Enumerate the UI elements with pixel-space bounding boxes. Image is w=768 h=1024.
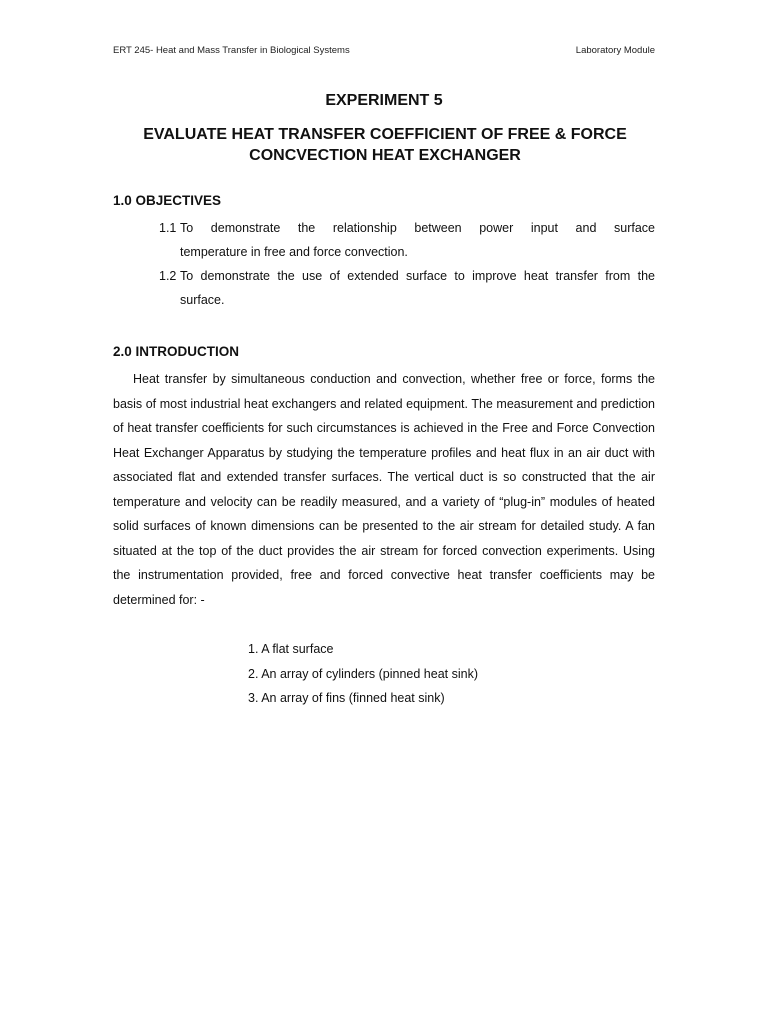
module-label: Laboratory Module <box>575 45 655 56</box>
list-item: 3. An array of fins (finned heat sink) <box>248 691 445 705</box>
list-item: 2. An array of cylinders (pinned heat sink) <box>248 666 478 681</box>
objective-number: 1.2 <box>159 269 177 283</box>
document-title: EVALUATE HEAT TRANSFER COEFFICIENT OF FREE & FORCE CONCVECTION HEAT EXCHANGER <box>143 126 627 164</box>
surface-type-list <box>248 637 478 711</box>
list-item: 1. A flat surface <box>248 642 334 656</box>
objective-item <box>159 264 655 312</box>
introduction-heading: 2.0 INTRODUCTION <box>113 344 240 359</box>
objective-text: To demonstrate the relationship between power input and surface <box>180 221 655 235</box>
objective-text: To demonstrate the use of extended surface to improve heat transfer from the <box>180 269 655 283</box>
introduction-paragraph: Heat transfer by simultaneous conduction and convection, whether free or force, forms the basis of most industrial heat exchangers and related equipment. The measurement and prediction of heat transfer coefficients for such circumstances is achieved in the Free and Force Convection Heat Exchanger Apparatus by studying the temperature profiles and heat flux in an air duct with associated flat and extended transfer surfaces. The vertical duct is so constructed that the air temperature and velocity can be readily measured, and a variety of “plug-in” modules of heated solid surfaces of known dimensions can be presented to the air stream for detailed study. A fan situated at the top of the duct provides the air stream for forced convection experiments. Using the instrumentation provided, free and forced convective heat transfer coefficients may be determined for: - <box>113 372 655 607</box>
objectives-heading: 1.0 OBJECTIVES <box>113 193 222 208</box>
objective-item <box>159 216 655 264</box>
objective-number: 1.1 <box>159 221 177 235</box>
experiment-label: EXPERIMENT 5 <box>325 92 443 109</box>
objective-text-continuation: temperature in free and force convection. <box>180 245 408 259</box>
objective-text-continuation: surface. <box>180 293 225 307</box>
course-name: ERT 245- Heat and Mass Transfer in Biological Systems <box>113 45 350 56</box>
page-header <box>113 45 655 56</box>
